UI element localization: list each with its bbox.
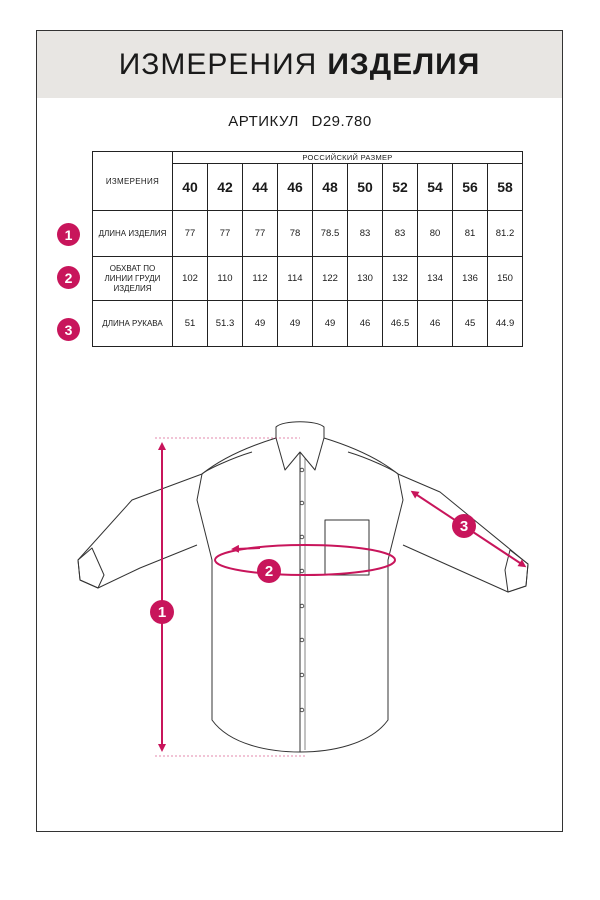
table-cell: 130: [348, 257, 383, 301]
table-cell: 77: [243, 211, 278, 257]
size-header: 48: [313, 164, 348, 211]
size-header: 42: [208, 164, 243, 211]
table-cell: 112: [243, 257, 278, 301]
size-header: 56: [453, 164, 488, 211]
table-cell: 49: [243, 301, 278, 347]
size-header: 54: [418, 164, 453, 211]
table-cell: 49: [313, 301, 348, 347]
chest-marker: [257, 559, 281, 583]
sleeve-marker: [452, 514, 476, 538]
row-label: ОБХВАТ ПО ЛИНИИ ГРУДИ ИЗДЕЛИЯ: [93, 257, 173, 301]
table-cell: 136: [453, 257, 488, 301]
row-3-badge: 3: [57, 318, 80, 341]
size-header: 50: [348, 164, 383, 211]
size-header: 46: [278, 164, 313, 211]
table-cell: 83: [348, 211, 383, 257]
size-header: 58: [488, 164, 523, 211]
table-cell: 83: [383, 211, 418, 257]
table-cell: 51.3: [208, 301, 243, 347]
article-label: АРТИКУЛ: [228, 113, 299, 130]
size-header: 52: [383, 164, 418, 211]
table-cell: 122: [313, 257, 348, 301]
table-cell: 80: [418, 211, 453, 257]
table-cell: 81: [453, 211, 488, 257]
length-marker: [150, 600, 174, 624]
table-cell: 110: [208, 257, 243, 301]
table-cell: 77: [173, 211, 208, 257]
table-cell: 132: [383, 257, 418, 301]
table-cell: 46: [418, 301, 453, 347]
sleeve-marker-number: 3: [459, 518, 469, 535]
table-cell: 150: [488, 257, 523, 301]
row-2-badge: 2: [57, 266, 80, 289]
table-cell: 46: [348, 301, 383, 347]
title-light: ИЗМЕРЕНИЯ: [118, 47, 318, 81]
table-cell: 102: [173, 257, 208, 301]
article-value: D29.780: [311, 113, 372, 130]
table-cell: 114: [278, 257, 313, 301]
measurements-header: ИЗМЕРЕНИЯ: [93, 152, 173, 211]
table-cell: 46.5: [383, 301, 418, 347]
row-label: ДЛИНА РУКАВА: [93, 301, 173, 347]
table-cell: 51: [173, 301, 208, 347]
table-cell: 77: [208, 211, 243, 257]
table-cell: 134: [418, 257, 453, 301]
table-cell: 78: [278, 211, 313, 257]
size-header: 40: [173, 164, 208, 211]
row-1-badge: 1: [57, 223, 80, 246]
table-cell: 49: [278, 301, 313, 347]
row-label: ДЛИНА ИЗДЕЛИЯ: [93, 211, 173, 257]
title-bold: ИЗДЕЛИЯ: [327, 47, 481, 81]
length-marker-number: 1: [157, 604, 167, 621]
length-measure: [155, 438, 305, 756]
buttons: [300, 468, 304, 712]
table-cell: 78.5: [313, 211, 348, 257]
chest-marker-number: 2: [264, 563, 274, 580]
table-cell: 44.9: [488, 301, 523, 347]
size-header: 44: [243, 164, 278, 211]
table-cell: 81.2: [488, 211, 523, 257]
size-group-header: РОССИЙСКИЙ РАЗМЕР: [173, 152, 523, 164]
table-cell: 45: [453, 301, 488, 347]
